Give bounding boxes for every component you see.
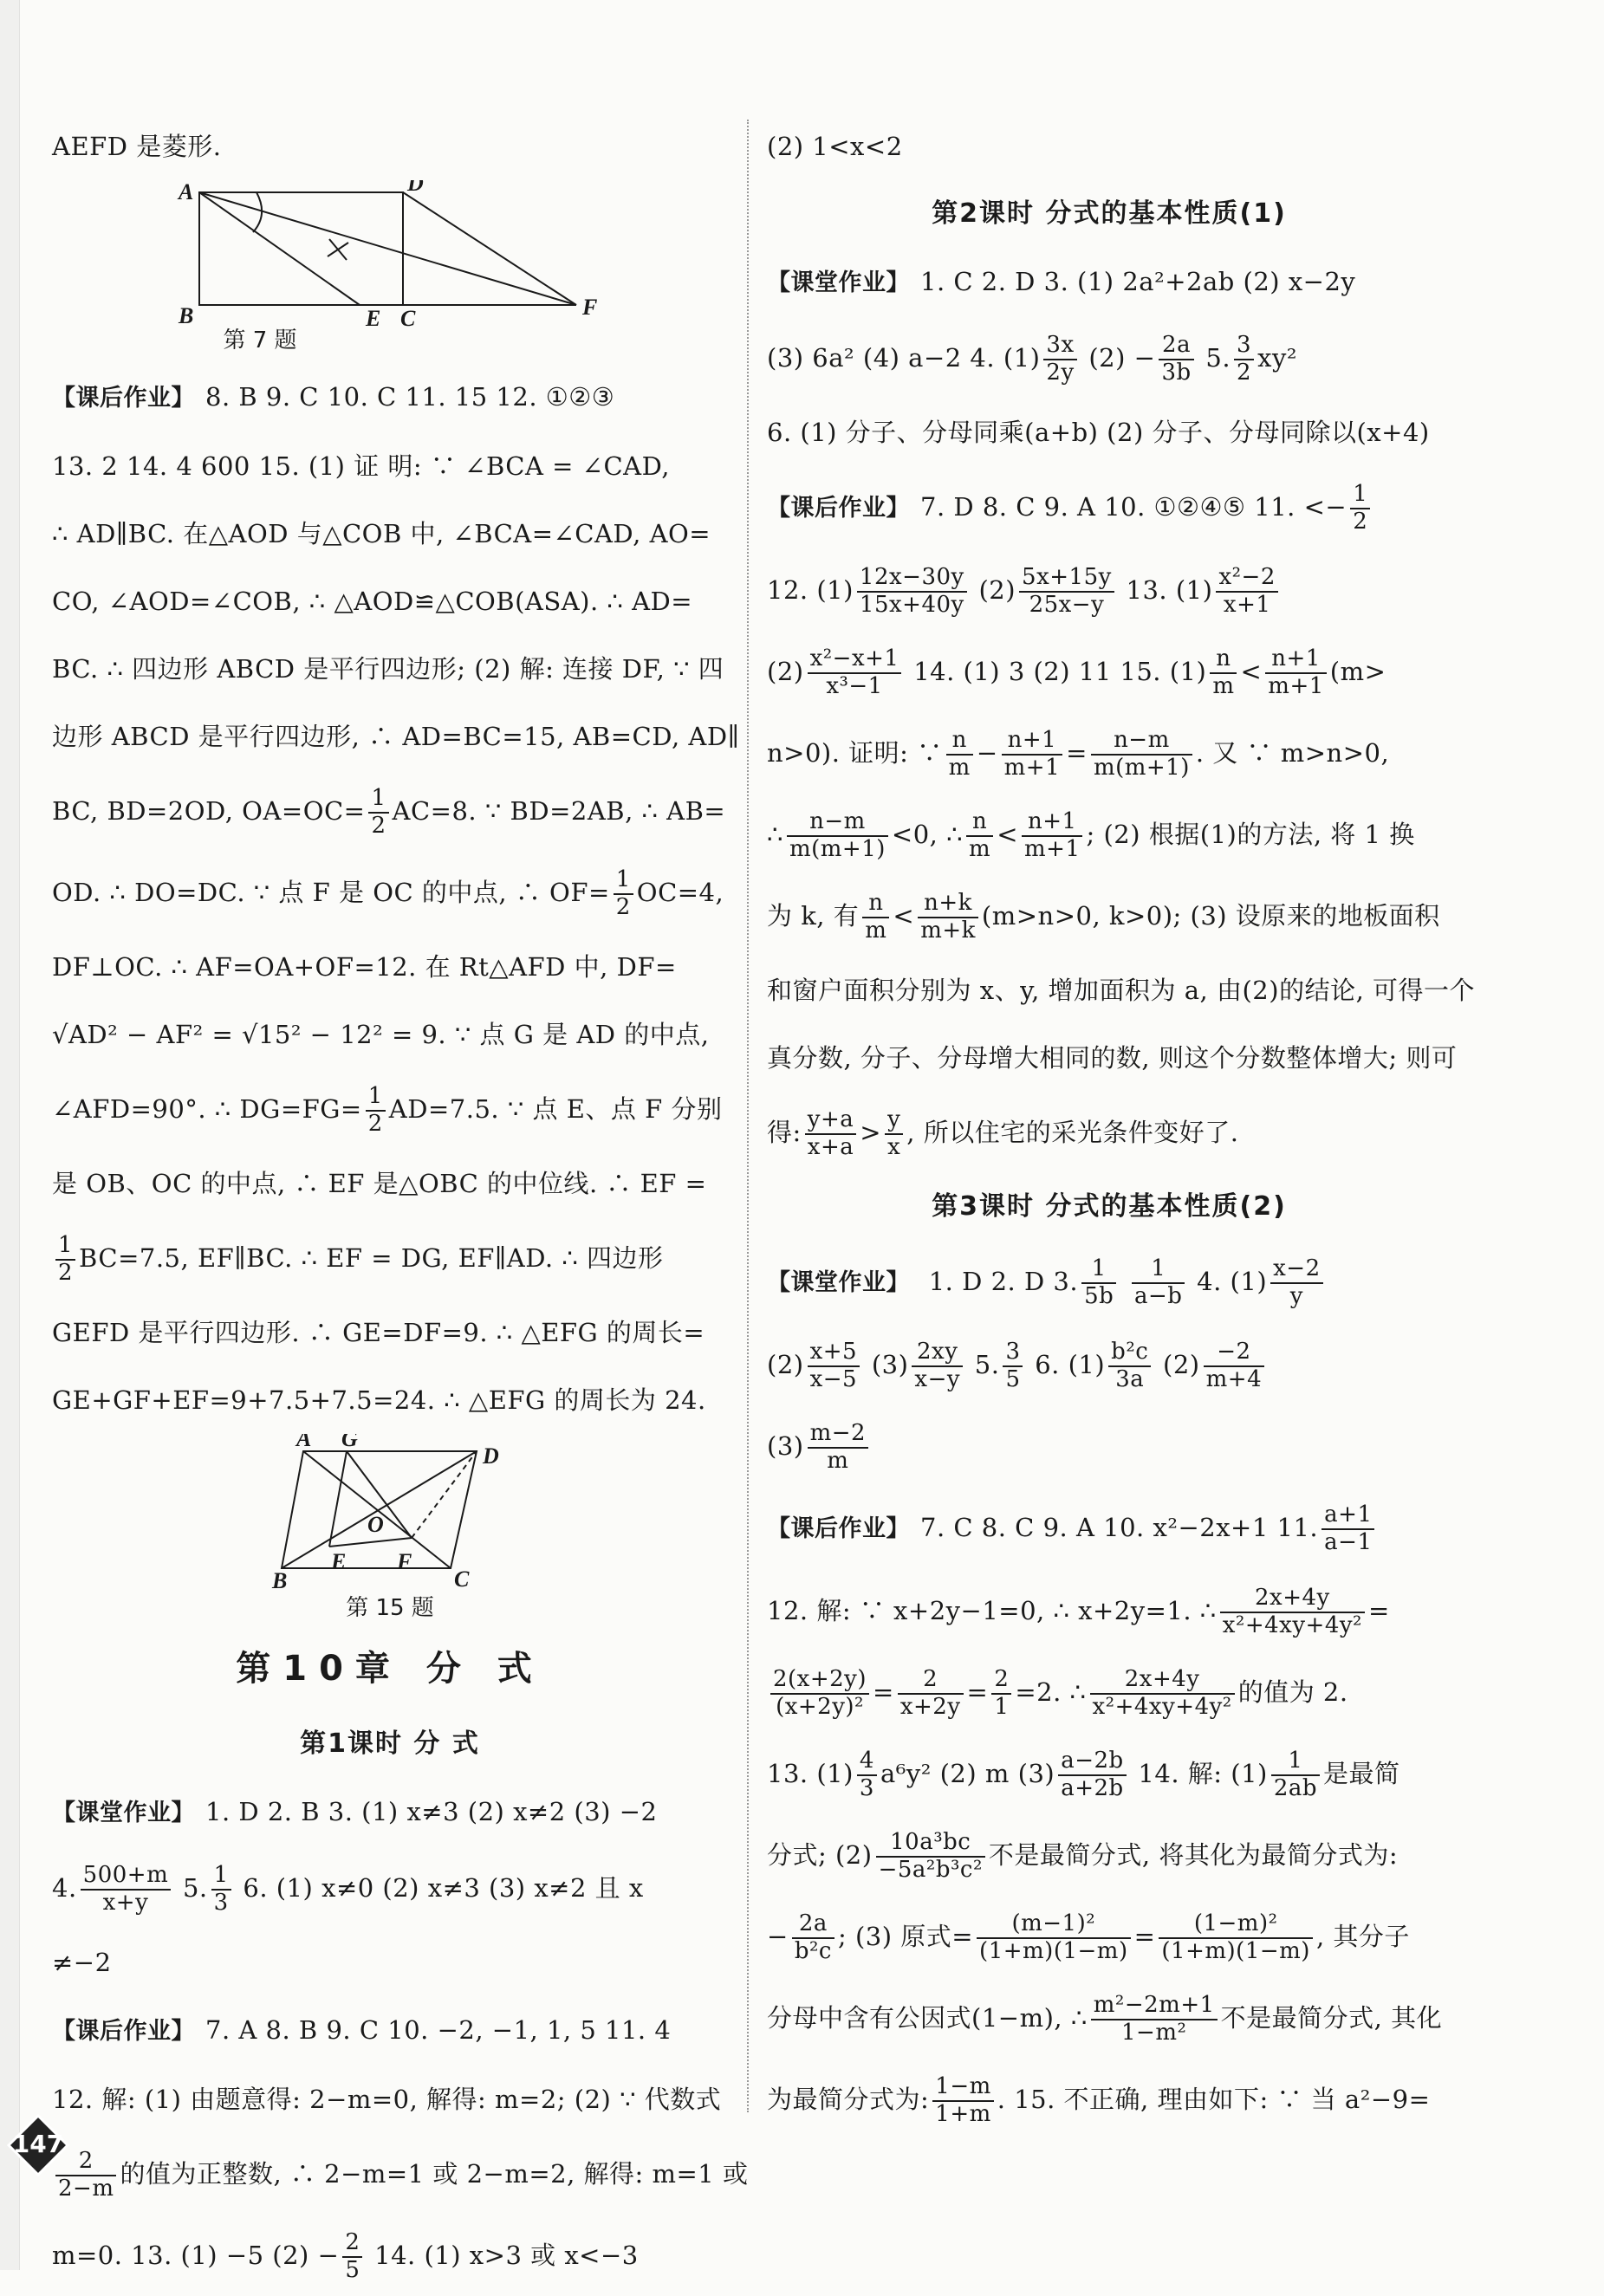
homework-tag: 【课后作业】 bbox=[767, 495, 910, 522]
answer-text: 12. 解: (1) 由题意得: 2−m=0, 解得: m=2; (2) ∵ 代数式 bbox=[52, 2085, 722, 2114]
lesson-heading: 第2课时 分式的基本性质(1) bbox=[932, 198, 1287, 229]
fraction: $\frac{2a}{3b}$ bbox=[1159, 333, 1193, 386]
fraction: $\frac{n}{m}$ bbox=[946, 728, 973, 782]
answer-text: OC=4, bbox=[636, 878, 724, 907]
answer-text: (2) 1<x<2 bbox=[767, 132, 903, 161]
answer-text: 7. A 8. B 9. C 10. −2, −1, 1, 5 11. 4 bbox=[205, 2015, 672, 2045]
fraction: $\frac{1}{2ab}$ bbox=[1271, 1748, 1320, 1802]
homework-tag: 【课后作业】 bbox=[767, 1515, 910, 1542]
answer-text: 13. (1) bbox=[767, 1759, 854, 1788]
answer-text: 真分数, 分子、分母增大相同的数, 则这个分数整体增大; 则可 bbox=[767, 1043, 1458, 1073]
figure-7 bbox=[52, 180, 728, 328]
answer-text: 7. D 8. C 9. A 10. ①②④⑤ 11. <− bbox=[920, 492, 1347, 522]
fraction: $\frac{1}{2}$ bbox=[614, 867, 633, 921]
answer-text: 14. (1) 3 (2) 11 15. (1) bbox=[913, 657, 1207, 686]
answer-text: . 又 ∵ m>n>0, bbox=[1195, 738, 1390, 768]
fraction: $\frac{n-m}{m(m+1)}$ bbox=[787, 809, 888, 863]
answer-text: 8. B 9. C 10. C 11. 15 12. ①②③ bbox=[205, 382, 615, 412]
fraction: $\frac{\text{(1−m)²}}{(1+m)(1-m)}$ bbox=[1159, 1911, 1313, 1965]
fraction: $\frac{3x}{2y}$ bbox=[1043, 333, 1076, 386]
answer-text: 为最简分式为: bbox=[767, 2085, 930, 2114]
fraction: $\frac{1}{2}$ bbox=[366, 1084, 386, 1138]
fraction: $\frac{\text{m²−2m+1}}{\text{1−m²}}$ bbox=[1091, 1993, 1218, 2046]
answer-text: 的值为 2. bbox=[1237, 1677, 1348, 1707]
answer-text: 分母中含有公因式(1−m), ∴ bbox=[767, 2003, 1088, 2033]
answer-text: < bbox=[997, 820, 1018, 849]
answer-text: AC=8. ∵ BD=2AB, ∴ AB= bbox=[392, 796, 726, 826]
answer-text: 13. (1) bbox=[1126, 575, 1213, 605]
answer-text: m=0. 13. (1) −5 (2) − bbox=[52, 2241, 340, 2270]
fig7-label-E: E bbox=[366, 306, 381, 328]
fraction: $\frac{n}{m}$ bbox=[862, 891, 889, 944]
fig15-label-E: E bbox=[331, 1549, 347, 1574]
fraction: $\frac{5x+15y}{25x-y}$ bbox=[1019, 565, 1114, 619]
fraction: $\frac{x+5}{x-5}$ bbox=[808, 1339, 860, 1393]
answer-text: (2) − bbox=[1088, 343, 1156, 373]
answer-text: 5. bbox=[974, 1350, 1000, 1379]
fraction: $\frac{\text{(m−1)²}}{(1+m)(1-m)}$ bbox=[977, 1911, 1131, 1965]
fig7-label-B: B bbox=[179, 303, 194, 328]
fig15-label-G: G bbox=[341, 1434, 358, 1451]
left-column bbox=[52, 113, 749, 2296]
figure-7-caption: 第 7 题 bbox=[223, 328, 297, 353]
fraction: $\frac{2(x+2y)}{\text{(x+2y)²}}$ bbox=[770, 1667, 869, 1721]
answer-text: 13. 2 14. 4 600 15. (1) 证 明: ∵ ∠BCA = ∠CAD, bbox=[52, 451, 671, 481]
answer-text: 不是最简分式, 其化 bbox=[1220, 2003, 1443, 2033]
lesson-heading: 第1课时 分 式 bbox=[300, 1728, 480, 1759]
fraction: $\frac{1}{3}$ bbox=[211, 1863, 231, 1917]
fig15-label-O: O bbox=[367, 1512, 384, 1537]
answer-text: (3) 6a² (4) a−2 4. (1) bbox=[767, 343, 1041, 373]
figure-15-diagram bbox=[52, 1434, 728, 1590]
fig7-label-C: C bbox=[400, 306, 416, 328]
fraction: $\frac{\text{b²c}}{3a}$ bbox=[1108, 1339, 1151, 1393]
answer-text: = bbox=[1133, 1922, 1156, 1951]
answer-text: ∴ AD∥BC. 在△AOD 与△COB 中, ∠BCA=∠CAD, AO= bbox=[52, 519, 711, 548]
fig15-label-B: B bbox=[272, 1568, 288, 1590]
fraction: $\frac{2}{x+2y}$ bbox=[898, 1667, 964, 1721]
answer-text: < bbox=[893, 901, 915, 931]
answer-text: BC=7.5, EF∥BC. ∴ EF = DG, EF∥AD. ∴ 四边形 bbox=[79, 1243, 664, 1273]
fraction: $\frac{12x-30y}{15x+40y}$ bbox=[857, 565, 967, 619]
answer-text: 和窗户面积分别为 x、y, 增加面积为 a, 由(2)的结论, 可得一个 bbox=[767, 976, 1476, 1005]
answer-text: 1. D 2. B 3. (1) x≠3 (2) x≠2 (3) −2 bbox=[205, 1797, 658, 1826]
answer-text: 的值为正整数, ∴ 2−m=1 或 2−m=2, 解得: m=1 或 bbox=[120, 2159, 749, 2189]
fraction: $\frac{500+m}{x+y}$ bbox=[81, 1863, 172, 1917]
answer-text: AD=7.5. ∵ 点 E、点 F 分别 bbox=[388, 1094, 723, 1124]
answer-text: 14. 解: (1) bbox=[1138, 1759, 1268, 1788]
fraction: $\frac{-2}{m+4}$ bbox=[1204, 1339, 1264, 1393]
fraction: $\frac{1}{a-b}$ bbox=[1132, 1256, 1185, 1310]
fig7-label-F: F bbox=[582, 295, 598, 320]
answer-text: ; (3) 原式= bbox=[837, 1922, 974, 1951]
fraction: $\frac{1}{2}$ bbox=[55, 1233, 75, 1287]
fraction: $\frac{3}{5}$ bbox=[1003, 1339, 1023, 1393]
answer-text: a⁶y² (2) m (3) bbox=[880, 1759, 1055, 1788]
fraction: $\frac{2xy}{x-y}$ bbox=[912, 1339, 963, 1393]
answer-text: 4. bbox=[52, 1873, 77, 1903]
fraction: $\frac{n+k}{m+k}$ bbox=[918, 891, 978, 944]
answer-text: BC, BD=2OD, OA=OC= bbox=[52, 796, 366, 826]
fig15-label-D: D bbox=[483, 1443, 499, 1469]
answer-text: 6. (1) bbox=[1035, 1350, 1106, 1379]
answer-text: OD. ∴ DO=DC. ∵ 点 F 是 OC 的中点, ∴ OF= bbox=[52, 878, 610, 907]
answer-text: < bbox=[1240, 657, 1263, 686]
answer-text: − bbox=[976, 738, 998, 768]
answer-text: , 所以住宅的采光条件变好了. bbox=[906, 1118, 1239, 1147]
answer-text: ≠−2 bbox=[52, 1948, 112, 1977]
answer-text: 是最简 bbox=[1323, 1759, 1400, 1788]
answer-text: <0, ∴ bbox=[891, 820, 964, 849]
fig15-label-C: C bbox=[454, 1566, 470, 1590]
answer-text: . 15. 不正确, 理由如下: ∵ 当 a²−9= bbox=[997, 2085, 1431, 2114]
fraction: $\frac{2x+4y}{\text{x²+4xy+4y²}}$ bbox=[1090, 1667, 1235, 1721]
fraction: $\frac{4}{3}$ bbox=[857, 1748, 877, 1802]
fraction: $\frac{n}{m}$ bbox=[966, 809, 993, 863]
homework-tag: 【课后作业】 bbox=[52, 2018, 195, 2045]
lesson-heading: 第3课时 分式的基本性质(2) bbox=[932, 1191, 1287, 1222]
answer-text: = bbox=[1367, 1596, 1390, 1625]
fraction: $\frac{n-m}{m(m+1)}$ bbox=[1091, 728, 1192, 782]
answer-text: 是 OB、OC 的中点, ∴ EF 是△OBC 的中位线. ∴ EF = bbox=[52, 1169, 707, 1198]
fraction: $\frac{3}{2}$ bbox=[1234, 333, 1254, 386]
fig15-label-A: A bbox=[296, 1434, 312, 1451]
fraction: $\frac{y}{x}$ bbox=[885, 1107, 903, 1161]
classwork-tag: 【课堂作业】 bbox=[767, 269, 910, 296]
answer-text: 边形 ABCD 是平行四边形, ∴ AD=BC=15, AB=CD, AD∥ bbox=[52, 722, 740, 751]
answer-text: = bbox=[966, 1677, 989, 1707]
chapter-heading: 第10章 分 式 bbox=[236, 1649, 544, 1689]
text-line: AEFD 是菱形. bbox=[52, 132, 222, 161]
answer-text: (m>n>0, k>0); (3) 设原来的地板面积 bbox=[981, 901, 1440, 931]
homework-tag: 【课后作业】 bbox=[52, 385, 195, 412]
fig7-label-A: A bbox=[179, 180, 194, 204]
fraction: $\frac{x-2}{y}$ bbox=[1270, 1256, 1323, 1310]
fraction: $\frac{a-2b}{a+2b}$ bbox=[1058, 1748, 1126, 1802]
answer-text: GE+GF+EF=9+7.5+7.5=24. ∴ △EFG 的周长为 24. bbox=[52, 1385, 706, 1415]
answer-text: 得: bbox=[767, 1118, 802, 1147]
answer-text: (2) bbox=[767, 657, 804, 686]
fraction: $\frac{1}{2}$ bbox=[368, 786, 388, 840]
fraction: $\frac{\text{x²−x+1}}{\text{x³−1}}$ bbox=[808, 646, 902, 700]
answer-text: (2) bbox=[1163, 1350, 1200, 1379]
answer-text: = bbox=[1066, 738, 1088, 768]
figure-15 bbox=[52, 1434, 728, 1590]
answer-text: 5. bbox=[1205, 343, 1231, 373]
answer-text: = bbox=[873, 1677, 894, 1707]
answer-text: 12. 解: ∵ x+2y−1=0, ∴ x+2y=1. ∴ bbox=[767, 1596, 1217, 1625]
answer-text: (2) bbox=[978, 575, 1016, 605]
answer-text: ∴ bbox=[767, 820, 783, 849]
answer-text: > bbox=[860, 1118, 882, 1147]
answer-text: 不是最简分式, 将其化为最简分式为: bbox=[988, 1840, 1399, 1870]
answer-text: 6. (1) x≠0 (2) x≠3 (3) x≠2 且 x bbox=[243, 1873, 644, 1903]
fraction: $\frac{1}{5b}$ bbox=[1081, 1256, 1116, 1310]
column-divider bbox=[747, 120, 749, 2112]
answer-text: 4. (1) bbox=[1197, 1267, 1268, 1296]
answer-text: ∠AFD=90°. ∴ DG=FG= bbox=[52, 1094, 362, 1124]
answer-text: (m> bbox=[1329, 657, 1386, 686]
classwork-tag: 【课堂作业】 bbox=[767, 1269, 910, 1296]
answer-text: 12. (1) bbox=[767, 575, 854, 605]
fraction: $\frac{1-m}{1+m}$ bbox=[932, 2074, 993, 2128]
fraction: $\frac{\text{10a³bc}}{\text{−5a²b³c²}}$ bbox=[876, 1830, 985, 1884]
fraction: $\frac{m-2}{m}$ bbox=[808, 1421, 868, 1475]
answer-text: − bbox=[767, 1922, 789, 1951]
figure-15-caption: 第 15 题 bbox=[346, 1595, 434, 1621]
answer-text: 为 k, 有 bbox=[767, 901, 860, 931]
answer-text: 分式; (2) bbox=[767, 1840, 873, 1870]
figure-7-diagram bbox=[52, 180, 728, 328]
fraction: $\frac{n+1}{m+1}$ bbox=[1002, 728, 1062, 782]
fraction: $\frac{n}{m}$ bbox=[1210, 646, 1237, 700]
answer-text: (2) bbox=[767, 1350, 804, 1379]
answer-text: 6. (1) 分子、分母同乘(a+b) (2) 分子、分母同除以(x+4) bbox=[767, 418, 1430, 447]
answer-text: 14. (1) x>3 或 x<−3 bbox=[366, 2241, 639, 2270]
answer-text: √AD² − AF² = √15² − 12² = 9. ∵ 点 G 是 AD 的中点, bbox=[52, 1020, 710, 1049]
fraction: $\frac{n+1}{m+1}$ bbox=[1265, 646, 1326, 700]
binding-margin bbox=[0, 0, 20, 2270]
fraction: $\frac{1}{2}$ bbox=[1350, 482, 1370, 535]
answer-text: xy² bbox=[1257, 343, 1297, 373]
fraction: $\frac{2}{5}$ bbox=[342, 2230, 362, 2284]
fig15-label-F: F bbox=[397, 1549, 412, 1574]
answer-text: 5. bbox=[182, 1873, 208, 1903]
fraction: $\frac{y+a}{x+a}$ bbox=[805, 1107, 856, 1161]
answer-text: n>0). 证明: ∵ bbox=[767, 738, 943, 768]
answer-text: DF⊥OC. ∴ AF=OA+OF=12. 在 Rt△AFD 中, DF= bbox=[52, 952, 677, 982]
page-number: 147 bbox=[12, 2130, 64, 2158]
fraction: $\frac{a+1}{a-1}$ bbox=[1322, 1502, 1374, 1556]
answer-text: =2. ∴ bbox=[1015, 1677, 1087, 1707]
fraction: $\frac{n+1}{m+1}$ bbox=[1022, 809, 1082, 863]
classwork-tag: 【课堂作业】 bbox=[52, 1800, 195, 1826]
fraction: $\frac{2x+4y}{\text{x²+4xy+4y²}}$ bbox=[1220, 1586, 1365, 1639]
fraction: $\frac{\text{x²−2}}{x+1}$ bbox=[1216, 565, 1277, 619]
answer-text: (3) bbox=[871, 1350, 909, 1379]
answer-text: BC. ∴ 四边形 ABCD 是平行四边形; (2) 解: 连接 DF, ∵ 四 bbox=[52, 654, 724, 684]
answer-text: CO, ∠AOD=∠COB, ∴ △AOD≌△COB(ASA). ∴ AD= bbox=[52, 587, 693, 616]
fraction: $\frac{2}{1}$ bbox=[991, 1667, 1011, 1721]
answer-text: 1. C 2. D 3. (1) 2a²+2ab (2) x−2y bbox=[920, 267, 1356, 296]
fig7-label-D: D bbox=[407, 180, 424, 196]
fraction: $\frac{2a}{\text{b²c}}$ bbox=[792, 1911, 834, 1965]
answer-text: (3) bbox=[767, 1431, 804, 1461]
fraction: $\frac{2}{2-m}$ bbox=[55, 2149, 116, 2202]
answer-text: , 其分子 bbox=[1315, 1922, 1410, 1951]
answer-text: GEFD 是平行四边形. ∴ GE=DF=9. ∴ △EFG 的周长= bbox=[52, 1318, 705, 1347]
answer-text: 1. D 2. D 3. bbox=[928, 1267, 1079, 1296]
answer-text: ; (2) 根据(1)的方法, 将 1 换 bbox=[1086, 820, 1415, 849]
answer-text: 7. C 8. C 9. A 10. x²−2x+1 11. bbox=[920, 1513, 1319, 1542]
right-column bbox=[767, 113, 1476, 2140]
